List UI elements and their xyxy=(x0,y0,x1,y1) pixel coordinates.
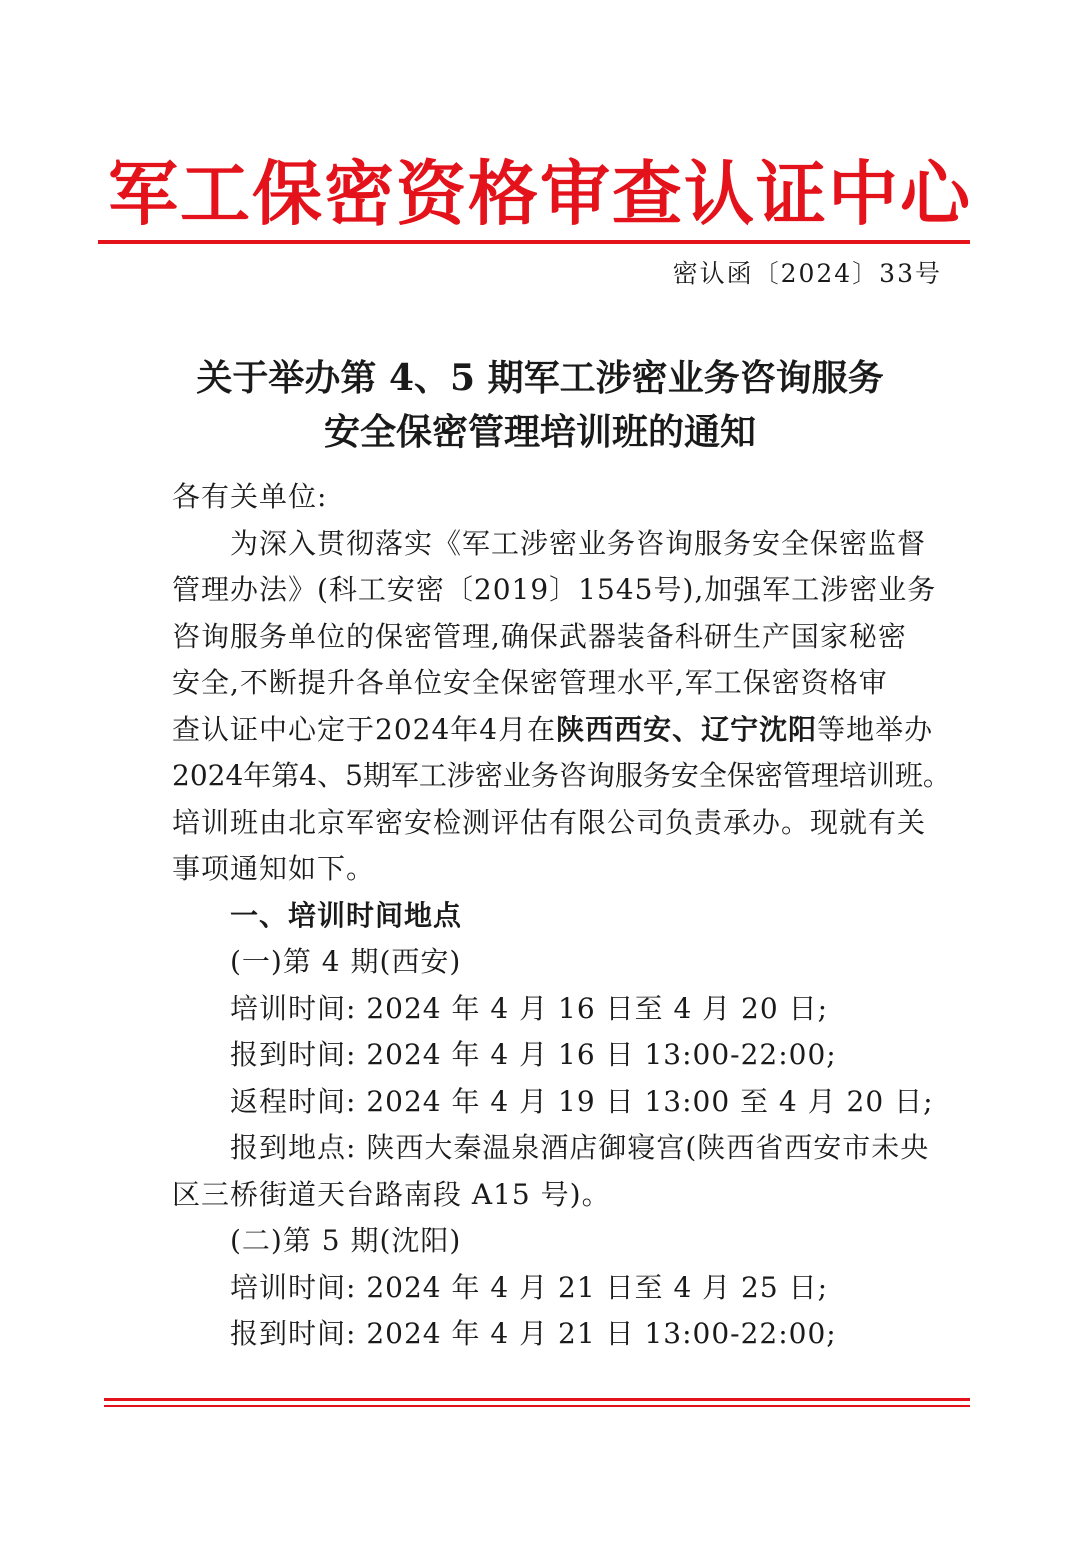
para1-line-7: 培训班由北京军密安检测评估有限公司负责承办。现就有关 xyxy=(172,805,927,839)
para1-line-8: 事项通知如下。 xyxy=(172,852,376,885)
para1-line-4: 安全,不断提升各单位安全保密管理水平,军工保密资格审 xyxy=(172,666,888,699)
session-4-return-time: 返程时间: 2024 年 4 月 19 日 13:00 至 4 月 20 日; xyxy=(230,1084,934,1118)
org-letterhead-title: 军工保密资格审查认证中心 xyxy=(108,153,972,235)
footer-divider-thin xyxy=(104,1405,970,1407)
session-4-training-time: 培训时间: 2024 年 4 月 16 日至 4 月 20 日; xyxy=(230,991,829,1025)
para1-line-5-post: 等地举办 xyxy=(817,712,934,746)
para1-line-5-pre: 查认证中心定于2024年4月在 xyxy=(172,712,557,746)
section-1-heading: 一、培训时间地点 xyxy=(230,898,463,932)
letterhead-divider xyxy=(98,240,970,244)
para1-line-3: 咨询服务单位的保密管理,确保武器装备科研生产国家秘密 xyxy=(172,619,907,653)
session-4-heading: (一)第 4 期(西安) xyxy=(230,945,462,978)
session-5-heading: (二)第 5 期(沈阳) xyxy=(230,1224,462,1257)
session-4-checkin-place-2: 区三桥街道天台路南段 A15 号)。 xyxy=(172,1177,611,1211)
session-5-checkin-time: 报到时间: 2024 年 4 月 21 日 13:00-22:00; xyxy=(230,1317,837,1350)
session-4-checkin-time: 报到时间: 2024 年 4 月 16 日 13:00-22:00; xyxy=(230,1038,837,1071)
salutation: 各有关单位: xyxy=(172,480,328,513)
session-5-training-time: 培训时间: 2024 年 4 月 21 日至 4 月 25 日; xyxy=(230,1270,829,1304)
para1-line-5 xyxy=(172,707,948,754)
para1-line-1: 为深入贯彻落实《军工涉密业务咨询服务安全保密监督 xyxy=(230,526,927,560)
notice-title-line-1: 关于举办第 4、5 期军工涉密业务咨询服务 xyxy=(196,357,884,399)
document-number: 密认函〔2024〕33号 xyxy=(672,259,942,288)
notice-title-line-2: 安全保密管理培训班的通知 xyxy=(323,411,756,453)
training-locations: 陕西西安、辽宁沈阳 xyxy=(556,712,818,746)
notice-body xyxy=(172,474,951,1358)
session-4-checkin-place-1: 报到地点: 陕西大秦温泉酒店御寝宫(陕西省西安市未央 xyxy=(230,1131,930,1164)
notice-title xyxy=(60,351,1020,459)
para1-line-2: 管理办法》(科工安密〔2019〕1545号),加强军工涉密业务 xyxy=(172,573,937,606)
footer-divider-thick xyxy=(104,1398,970,1401)
para1-line-6: 2024年第4、5期军工涉密业务咨询服务安全保密管理培训班。 xyxy=(172,759,951,792)
